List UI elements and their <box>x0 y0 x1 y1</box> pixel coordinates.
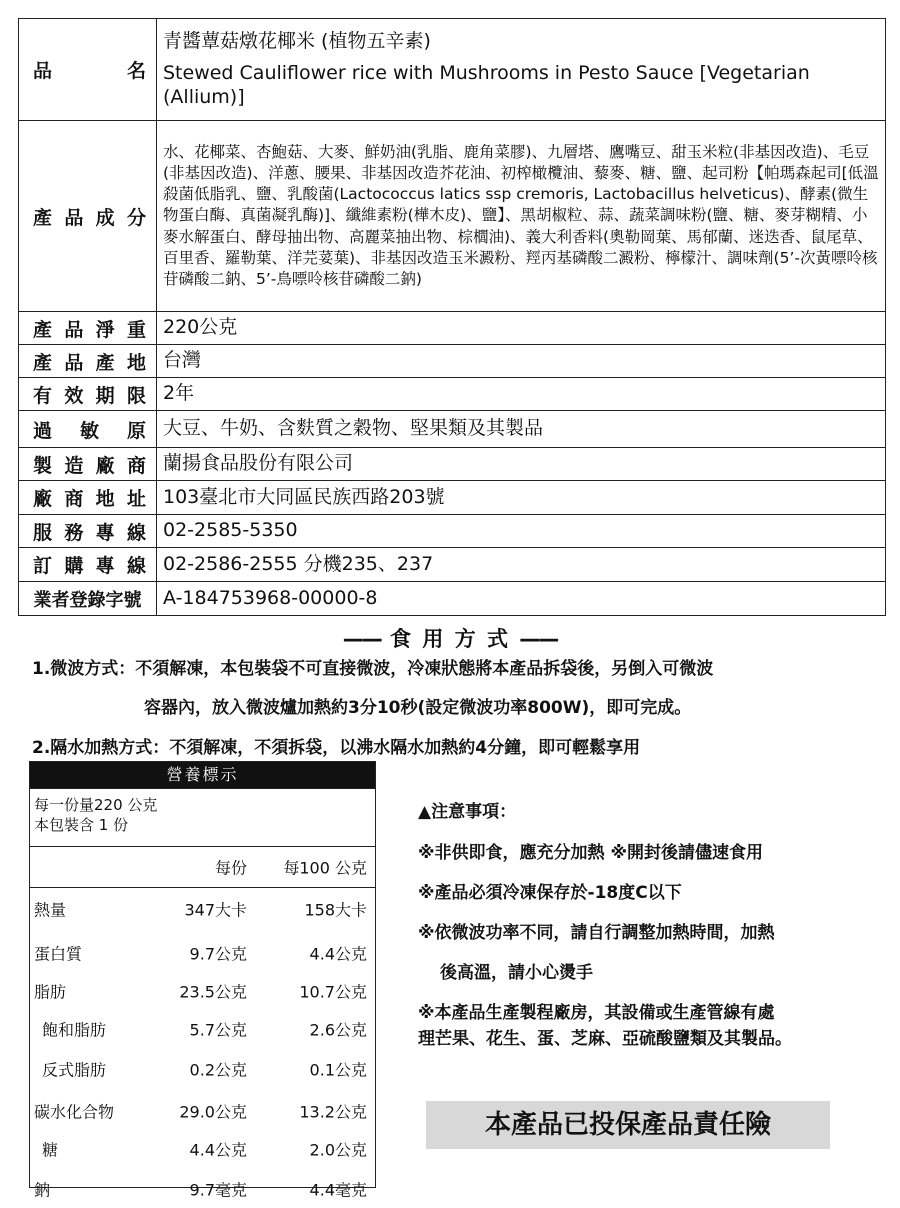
order-phone: 02-2586-2555 分機235、237 <box>157 548 886 582</box>
spec-label: 品 名 <box>19 19 157 121</box>
usage-title: —— 食 用 方 式 —— <box>342 627 558 651</box>
product-spec-table <box>18 18 886 616</box>
nutrition-row <box>30 1170 375 1208</box>
per-100g-value: 4.4公克 <box>309 944 367 964</box>
nutrient-name: 糖 <box>42 1140 59 1160</box>
spec-row: 製 造 廠 商 蘭揚食品股份有限公司 <box>19 448 886 481</box>
usage-line-1: 1.微波方式：不須解凍，本包裝袋不可直接微波，冷凍狀態將本產品拆袋後，另倒入可微波 <box>32 659 714 679</box>
product-name-zh: 青醬蕈菇燉花椰米 (植物五辛素) <box>163 29 431 52</box>
note-1: ※非供即食，應充分加熱 ※開封後請儘速食用 <box>418 843 763 863</box>
per-100g-value: 13.2公克 <box>299 1102 367 1122</box>
shelf-life: 2年 <box>157 378 886 411</box>
spec-row: 廠 商 地 址 103臺北市大同區民族西路203號 <box>19 481 886 515</box>
registration-number: A-184753968-00000-8 <box>157 582 886 616</box>
spec-row: 產 品 產 地 台灣 <box>19 345 886 378</box>
spec-row-ingredients <box>19 121 886 312</box>
per-100g-value: 0.1公克 <box>309 1060 367 1080</box>
nutrition-row <box>30 1092 375 1130</box>
per-serving-value: 23.5公克 <box>179 982 247 1002</box>
address: 103臺北市大同區民族西路203號 <box>157 481 886 515</box>
insurance-banner: 本產品已投保產品責任險 <box>426 1101 830 1149</box>
nutrition-row <box>30 1130 375 1168</box>
per-100g-value: 2.0公克 <box>309 1140 367 1160</box>
nutrient-name: 碳水化合物 <box>34 1102 115 1122</box>
spec-row: 有 效 期 限 2年 <box>19 378 886 411</box>
spec-row: 服 務 專 線 02-2585-5350 <box>19 515 886 548</box>
nutrition-column-header: 每份 每100 公克 <box>30 846 375 888</box>
per-serving-value: 9.7公克 <box>189 944 247 964</box>
service-phone: 02-2585-5350 <box>157 515 886 548</box>
note-2: ※產品必須冷凍保存於-18度C以下 <box>418 883 682 903</box>
per-100g-value: 10.7公克 <box>299 982 367 1002</box>
per-100g-value: 158大卡 <box>304 900 367 920</box>
per-serving-value: 29.0公克 <box>179 1102 247 1122</box>
nutrition-header: 營養標示 <box>30 762 375 788</box>
nutrition-row <box>30 890 375 928</box>
reg-label: 業者登錄字號 <box>19 582 157 616</box>
nutrient-name: 鈉 <box>34 1180 51 1200</box>
note-3b: 後高溫，請小心燙手 <box>440 963 593 983</box>
note-3: ※依微波功率不同，請自行調整加熱時間，加熱 <box>418 923 775 943</box>
nutrition-row <box>30 1010 375 1048</box>
per-serving-value: 5.7公克 <box>189 1020 247 1040</box>
nutrient-name: 蛋白質 <box>34 944 83 964</box>
nutrition-row <box>30 934 375 972</box>
nutrient-name: 反式脂肪 <box>42 1060 107 1080</box>
serving-info: 每一份量220 公克 本包裝含 1 份 <box>30 788 375 838</box>
manufacturer: 蘭揚食品股份有限公司 <box>157 448 886 481</box>
note-4: ※本產品生產製程廠房，其設備或生產管線有處 <box>418 1003 775 1023</box>
spec-row <box>19 582 886 616</box>
nutrition-row <box>30 972 375 1010</box>
nutrient-name: 脂肪 <box>34 982 67 1002</box>
per-serving-value: 347大卡 <box>184 900 247 920</box>
per-serving-value: 9.7毫克 <box>189 1180 247 1200</box>
per-100g-value: 2.6公克 <box>309 1020 367 1040</box>
notes-title: ▲注意事項： <box>418 802 517 822</box>
per-serving-value: 0.2公克 <box>189 1060 247 1080</box>
ingredients-text: 水、花椰菜、杏鮑菇、大麥、鮮奶油(乳脂、鹿角菜膠)、九層塔、鷹嘴豆、甜玉米粒(非基因改造)、毛豆(非基因改造)、洋蔥、腰果、非基因改造芥花油、初榨橄欖油、藜麥、糖、鹽、起司粉【帕瑪森起司[低溫殺菌低脂乳、鹽、乳酸菌(Lactococcus latics ssp cremoris, Lactobacillus helveticus)、酵素(微生物蛋白酶、真菌凝乳酶)]、纖維素粉(樺木皮)、鹽】、黑胡椒粒、蒜、蔬菜調味粉(鹽、糖、麥芽糊精、小麥水解蛋白、酵母抽出物、高麗菜抽出物、棕櫚油)、義大利香料(奧勒岡葉、馬郁蘭、迷迭香、鼠尾草、百里香、羅勒葉、洋芫荽葉)、非基因改造玉米澱粉、羥丙基磷酸二澱粉、檸檬汁、調味劑(5’-次黃嘌呤核苷磷酸二鈉、5’-鳥嘌呤核苷磷酸二鈉) <box>157 121 886 312</box>
usage-line-1b: 容器內，放入微波爐加熱約3分10秒(設定微波功率800W)，即可完成。 <box>144 698 692 718</box>
spec-row: 產 品 淨 重 220公克 <box>19 312 886 345</box>
spec-row: 過 敏 原 大豆、牛奶、含麩質之穀物、堅果類及其製品 <box>19 411 886 448</box>
note-4b: 理芒果、花生、蛋、芝麻、亞硫酸鹽類及其製品。 <box>418 1029 792 1049</box>
spec-row: 訂 購 專 線 02-2586-2555 分機235、237 <box>19 548 886 582</box>
per-100g-value: 4.4毫克 <box>309 1180 367 1200</box>
nutrition-panel <box>29 761 376 1200</box>
nutrient-name: 飽和脂肪 <box>42 1020 107 1040</box>
product-name-en: Stewed Cauliflower rice with Mushrooms in Pesto Sauce [Vegetarian (Allium)] <box>163 62 810 109</box>
usage-line-2: 2.隔水加熱方式：不須解凍，不須拆袋，以沸水隔水加熱約4分鐘，即可輕鬆享用 <box>32 738 641 758</box>
spec-label: 產 品 成 分 <box>19 121 157 312</box>
nutrient-name: 熱量 <box>34 900 67 920</box>
net-weight: 220公克 <box>157 312 886 345</box>
spec-value <box>157 19 886 121</box>
per-serving-value: 4.4公克 <box>189 1140 247 1160</box>
allergens: 大豆、牛奶、含麩質之穀物、堅果類及其製品 <box>157 411 886 448</box>
spec-row-name <box>19 19 886 121</box>
nutrition-row <box>30 1050 375 1088</box>
origin: 台灣 <box>157 345 886 378</box>
